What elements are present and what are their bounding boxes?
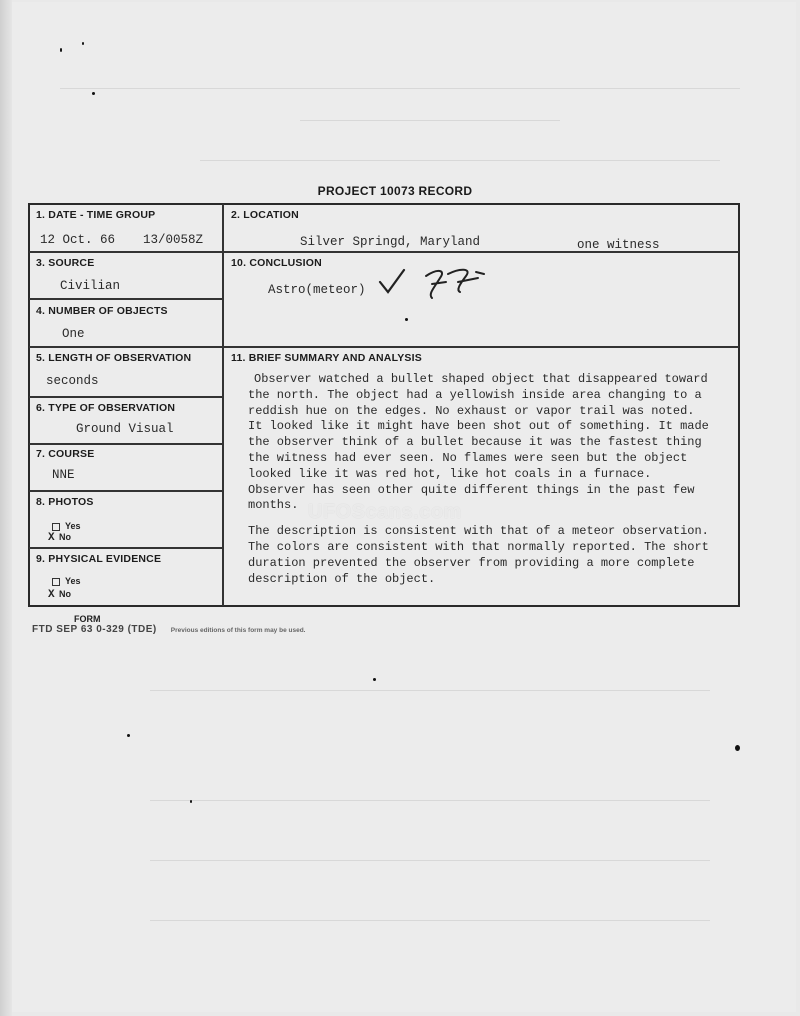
summary-paragraph-1: Observer watched a bullet shaped object that disappeared toward the north. The object had a yellowish inside area changing to a reddish hue on the edges. No exhaust or vapor trail was noted. It looked like it might have been shot out of something. It made the observer think of a bullet because it was the fastest thing the witness had ever seen. No flames were seen but the object looked like it was red hot, like hot coals in a furnace. Observer has seen other quite different things in the past few months. (248, 372, 709, 513)
date-time-label: 1. DATE - TIME GROUP (36, 209, 156, 221)
x-checkbox-icon: X (48, 589, 55, 601)
type-label: 6. TYPE OF OBSERVATION (36, 402, 176, 414)
footer-form-number: FTD SEP 63 0-329 (TDE) (32, 624, 157, 635)
row-divider (29, 396, 223, 398)
bleed-line (300, 120, 560, 121)
photos-yes-option (52, 521, 81, 531)
speck (190, 800, 192, 803)
speck (92, 92, 95, 95)
footer-form-line (32, 624, 305, 635)
photos-no-text: No (59, 532, 71, 542)
row-divider (29, 346, 739, 348)
source-value: Civilian (60, 279, 121, 293)
summary-text (248, 372, 710, 587)
evidence-no-option (48, 589, 71, 601)
column-divider (222, 204, 224, 606)
time-value: 13/0058Z (143, 233, 204, 247)
evidence-label: 9. PHYSICAL EVIDENCE (36, 553, 162, 565)
bleed-line (150, 800, 710, 801)
speck (127, 734, 130, 737)
bleed-line (200, 160, 720, 161)
bleed-line (150, 920, 710, 921)
source-label: 3. SOURCE (36, 257, 95, 269)
x-checkbox-icon: X (48, 532, 55, 544)
length-label: 5. LENGTH OF OBSERVATION (36, 352, 192, 364)
location-label: 2. LOCATION (231, 209, 299, 221)
empty-checkbox-icon (52, 578, 60, 586)
objects-value: One (62, 327, 85, 341)
speck (373, 678, 376, 681)
bleed-line (60, 88, 740, 89)
speck (735, 745, 740, 751)
date-value: 12 Oct. 66 (40, 233, 116, 247)
conclusion-value: Astro(meteor) (268, 283, 366, 297)
watermark: UFOScans.com (308, 501, 462, 523)
checkmark-signature-icon (376, 264, 496, 304)
speck (60, 48, 62, 52)
bleed-line (150, 690, 710, 691)
footer-note: Previous editions of this form may be used. (170, 627, 306, 634)
objects-label: 4. NUMBER OF OBJECTS (36, 305, 168, 317)
empty-checkbox-icon (52, 523, 60, 531)
evidence-yes-text: Yes (65, 576, 81, 586)
summary-label: 11. BRIEF SUMMARY AND ANALYSIS (231, 352, 422, 364)
evidence-no-text: No (59, 589, 71, 599)
course-value: NNE (52, 468, 75, 482)
evidence-yes-option (52, 576, 81, 586)
type-value: Ground Visual (76, 422, 174, 436)
witness-note: one witness (577, 238, 660, 252)
scan-edge (0, 0, 12, 1016)
photos-no-option (48, 532, 71, 544)
form-title: PROJECT 10073 RECORD (317, 184, 473, 198)
bleed-line (150, 860, 710, 861)
row-divider (29, 443, 223, 445)
row-divider (29, 490, 223, 492)
course-label: 7. COURSE (36, 448, 95, 460)
row-divider (29, 298, 223, 300)
footer-form-label: FORM (74, 614, 101, 624)
photos-label: 8. PHOTOS (36, 496, 94, 508)
location-value: Silver Springd, Maryland (300, 235, 481, 249)
photos-yes-text: Yes (65, 521, 81, 531)
conclusion-label: 10. CONCLUSION (231, 257, 322, 269)
row-divider (29, 547, 223, 549)
summary-paragraph-2: The description is consistent with that of a meteor observation. The colors are consistent with that normally reported. The short duration prevented the observer from providing a more complete description of the object. (248, 524, 709, 586)
length-value: seconds (46, 374, 99, 388)
speck (82, 42, 84, 45)
